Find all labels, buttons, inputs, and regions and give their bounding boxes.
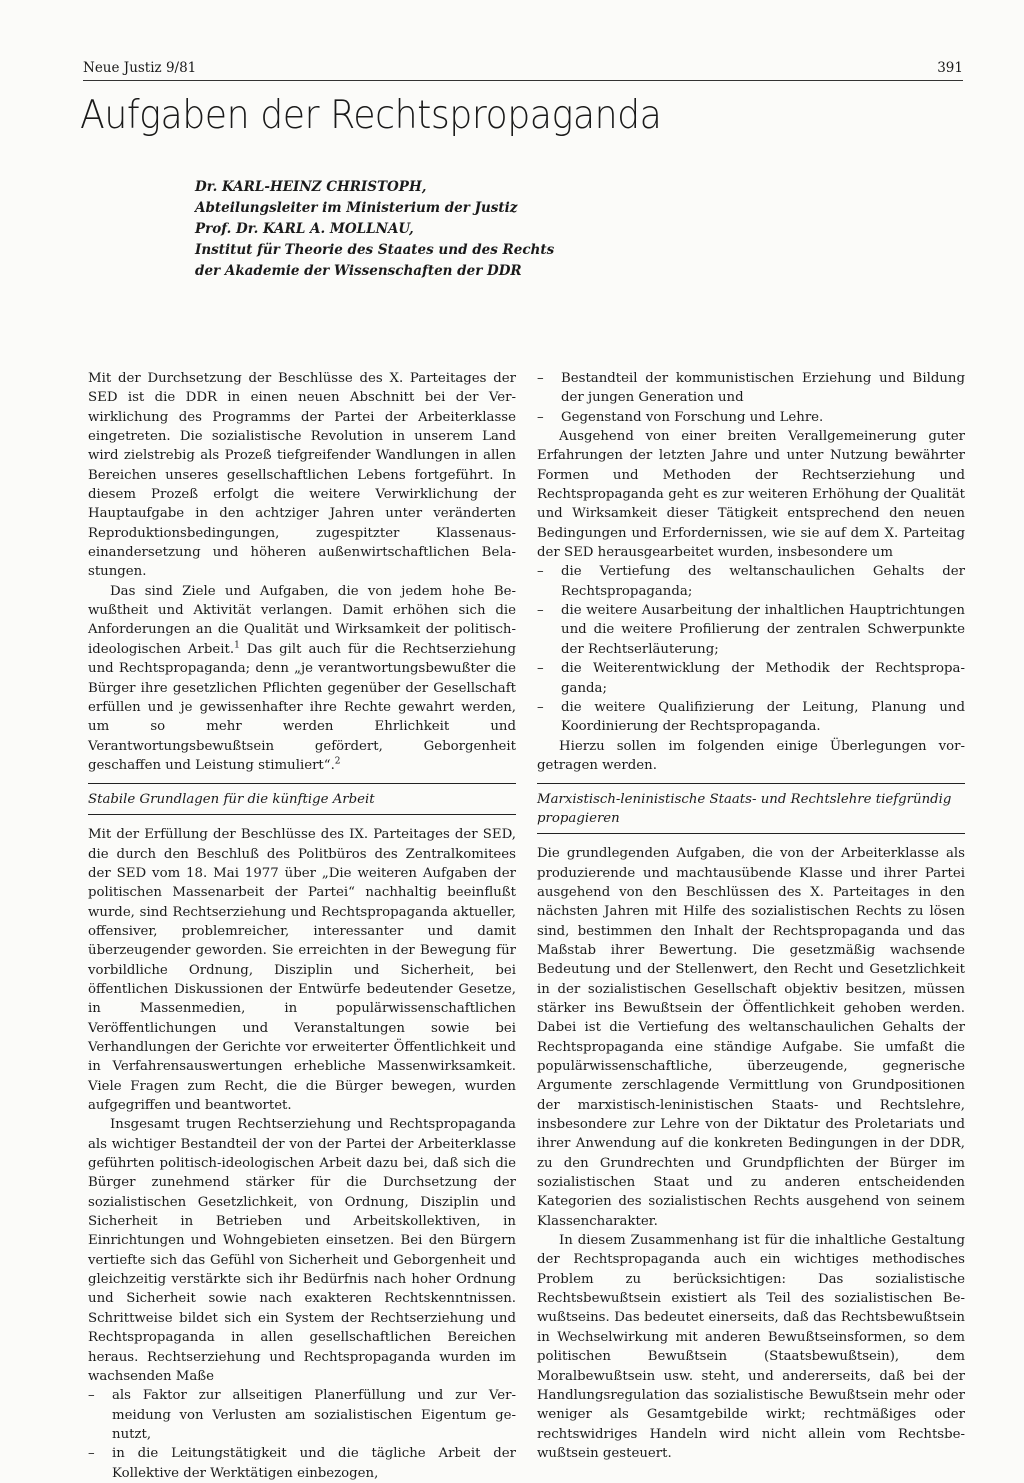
article-title: Aufgaben der Rechtspropaganda	[80, 93, 662, 138]
author-1-name: Dr. KARL-HEINZ CHRISTOPH,	[195, 179, 427, 195]
section1-paragraph-1: Mit der Erfüllung der Beschlüsse des IX. Parteitages der SED, die durch den Beschluß des Politbüros des Zentralkomitees der SED vom 18. Mai 1977 über „Die weiteren Aufgaben der politischen Massenarbeit der Partei“ nachhaltig beeinflußt wurde, sind Rechtserziehung und Rechtspropaganda aktueller, offensiver, problemreicher, interessanter und damit überzeugender geworden. Sie erreichten in der Bewegung für vorbildliche Ordnung, Disziplin und Sicherheit, bei öffentlichen Diskussionen der Entwürfe bedeutender Gesetze, in Massenmedien, in populärwissenschaftlichen Veröffentlichungen und Veranstaltungen sowie bei Verhandlungen der Gerichte vor erweiterter Öffentlichkeit und in Verfahrensauswertungen erhebliche Massenwirksamkeit. Viele Fragen zum Recht, die die Bürger bewegen, wurden aufgegriffen und beantwortet.	[88, 827, 516, 1114]
right-paragraph-1: Ausgehend von einer breiten Verallgemeinerung guter Erfahrungen der letzten Jahre und unter Nutzung bewährter Formen und Methoden der Rechtserziehung und Rechtspropaganda geht es zur weiteren Erhöhung der Qualität und Wirksamkeit dieser Tätigkeit entsprechend den neuen Bedingungen und Erfordernissen, wie sie auf dem X. Parteitag der SED herausgearbeitet wurden, insbesondere um	[537, 429, 965, 561]
header-rule	[83, 80, 963, 81]
section2-paragraph-1: Die grundlegenden Aufgaben, die von der Arbeiterklasse als produzierende und machtausübende Klasse und ihrer Partei ausgehend von den Beschlüssen des X. Parteitages in den nächsten Jahren mit Hilfe des sozialistischen Rechts zu lösen sind, bestimmen den Inhalt der Rechtspropaganda und das Maßstab ihrer Bewertung. Die gesetzmäßig wachsende Bedeutung und der Stellenwert, den Recht und Gesetzlichkeit in der sozialistischen Gesellschaft objektiv besitzen, müssen stärker ins Bewußtsein der Öffentlichkeit gehoben werden. Dabei ist die Vertiefung des weltanschaulichen Gehalts der Rechtspropaganda eine ständige Aufgabe. Sie umfaßt die populärwissenschaftliche, überzeugende, gegnerische Argumente zerschlagende Vermittlung von Grundpositionen der marxistisch-leninistischen Staats- und Rechtslehre, insbesondere zur Lehre von der Diktatur des Proletariats und ihrer Anwendung auf die konkreten Bedingungen in der DDR, zu den Grundrechten und Grundpflichten der Bürger im sozialistischen Staat und zu anderen entscheidenden Kategorien des sozialistischen Rechts ausgehend von seinem Klassencharakter.	[537, 846, 965, 1229]
intro-paragraph-1: Mit der Durchsetzung der Beschlüsse des X. Parteitages der SED ist die DDR in einen neuen Abschnitt bei der Verwirklichung des Programms der Partei der Arbeiterklasse eingetreten. Die sozialistische Revolution in unserem Land wird zielstrebig als Prozeß tiefgreifender Wandlungen in allen Bereichen unseres gesellschaftlichen Lebens fortgeführt. In diesem Prozeß erfolgt die weitere Verwirklichung der Hauptaufgabe in den achtziger Jahren unter veränderten Reproduktionsbedingungen, zugespitzter Klassenauseinandersetzung und höheren außenwirtschaftlichen Belastungen.	[88, 371, 516, 580]
running-head	[83, 60, 963, 80]
list-item: – die Weiterentwicklung der Methodik der Rechtspropaganda;	[537, 659, 965, 698]
right-dash-list-2	[537, 562, 965, 736]
list-item: – die weitere Qualifizierung der Leitung, Planung und Koordinierung der Rechtspropaganda.	[537, 698, 965, 737]
section-heading-stabile-grundlagen: Stabile Grundlagen für die künftige Arbeit	[88, 783, 516, 815]
author-2-affiliation-1: Institut für Theorie des Staates und des Rechts	[195, 242, 555, 258]
section-heading-marxistisch-leninistische: Marxistisch-leninistische Staats- und Rechtslehre tiefgründig propagieren	[537, 783, 965, 834]
list-item: – Gegenstand von Forschung und Lehre.	[537, 408, 965, 427]
author-2-name: Prof. Dr. KARL A. MOLLNAU,	[195, 221, 414, 237]
list-item: – die Vertiefung des weltanschaulichen Gehalts der Rechtspropaganda;	[537, 562, 965, 601]
right-column	[537, 369, 965, 1463]
footnote-ref-1: 1	[234, 640, 240, 651]
page-number: 391	[937, 60, 963, 76]
author-2-affiliation-2: der Akademie der Wissenschaften der DDR	[195, 263, 522, 279]
footnote-ref-2: 2	[334, 756, 341, 767]
list-item: – Bestandteil der kommunistischen Erziehung und Bildung der jungen Generation und	[537, 369, 965, 408]
intro-paragraph-2	[88, 582, 516, 775]
intro-paragraph-2-text-a: Das sind Ziele und Aufgaben, die von jedem hohe Bewußtheit und Aktivität verlangen. Damit erhöhen sich die Anforderungen an die Qualität und Wirksamkeit der politisch-ideologischen Arbeit.	[88, 583, 516, 657]
author-1-affiliation: Abteilungsleiter im Ministerium der Justiz	[195, 200, 518, 216]
section2-paragraph-2: In diesem Zusammenhang ist für die inhaltliche Gestaltung der Rechtspropaganda auch ein wichtiges methodisches Problem zu berücksichtigen: Das sozialistische Rechtsbewußtsein existiert als Teil des sozialistischen Bewußtseins. Das bedeutet einerseits, daß das Rechtsbewußtsein in Wechselwirkung mit anderen Bewußtseinsformen, so dem politischen Bewußtsein (Staatsbewußtsein), dem Moralbewußtsein usw. steht, und andererseits, daß bei der Handlungsregulation das sozialistische Bewußtsein mehr oder weniger als Gesamtgebilde wirkt; rechtmäßiges oder rechtswidriges Handeln wird nicht allein vom Rechtsbewußtsein gesteuert.	[537, 1233, 965, 1461]
list-item: – in die Leitungstätigkeit und die tägliche Arbeit der Kollektive der Werktätigen einbezogen,	[88, 1444, 516, 1483]
journal-issue: Neue Justiz 9/81	[83, 60, 197, 76]
right-dash-list-1	[537, 369, 965, 427]
list-item: – als Faktor zur allseitigen Planerfüllung und zur Vermeidung von Verlusten am sozialistischen Eigentum genutzt,	[88, 1386, 516, 1444]
left-column	[88, 369, 516, 1483]
right-paragraph-2: Hierzu sollen im folgenden einige Überlegungen vorgetragen werden.	[537, 738, 965, 773]
section1-paragraph-2: Insgesamt trugen Rechtserziehung und Rechtspropaganda als wichtiger Bestandteil der von der Partei der Arbeiterklasse geführten politisch-ideologischen Arbeit dazu bei, daß sich die Bürger zunehmend stärker für die Durchsetzung der sozialistischen Gesetzlichkeit, von Ordnung, Disziplin und Sicherheit in Betrieben und Arbeitskollektiven, in Einrichtungen und Wohngebieten einsetzen. Bei den Bürgern vertiefte sich das Gefühl von Sicherheit und Geborgenheit und gleichzeitig verstärkte sich ihr Bedürfnis nach hoher Ordnung und Sicherheit sowie nach exakteren Rechtskenntnissen. Schrittweise bildet sich ein System der Rechtserziehung und Rechtspropaganda in allen gesellschaftlichen Bereichen heraus. Rechtserziehung und Rechtspropaganda wurden im wachsenden Maße	[88, 1117, 516, 1384]
left-dash-list	[88, 1386, 516, 1483]
author-block	[195, 177, 615, 282]
intro-paragraph-2-text-b: Das gilt auch für die Rechtserziehung und Rechtspropaganda; denn „je verantwortungsbewußter die Bürger ihre gesetzlichen Pflichten gegenüber der Gesellschaft erfüllen und je gewissenhafter ihre Rechte gewahrt werden, um so mehr werden Ehrlichkeit und Verantwortungsbewußtsein gefördert, Geborgenheit geschaffen und Leistung stimuliert“.	[88, 641, 516, 773]
list-item: – die weitere Ausarbeitung der inhaltlichen Hauptrichtungen und die weitere Profilierung der zentralen Schwerpunkte der Rechtserläuterung;	[537, 601, 965, 659]
